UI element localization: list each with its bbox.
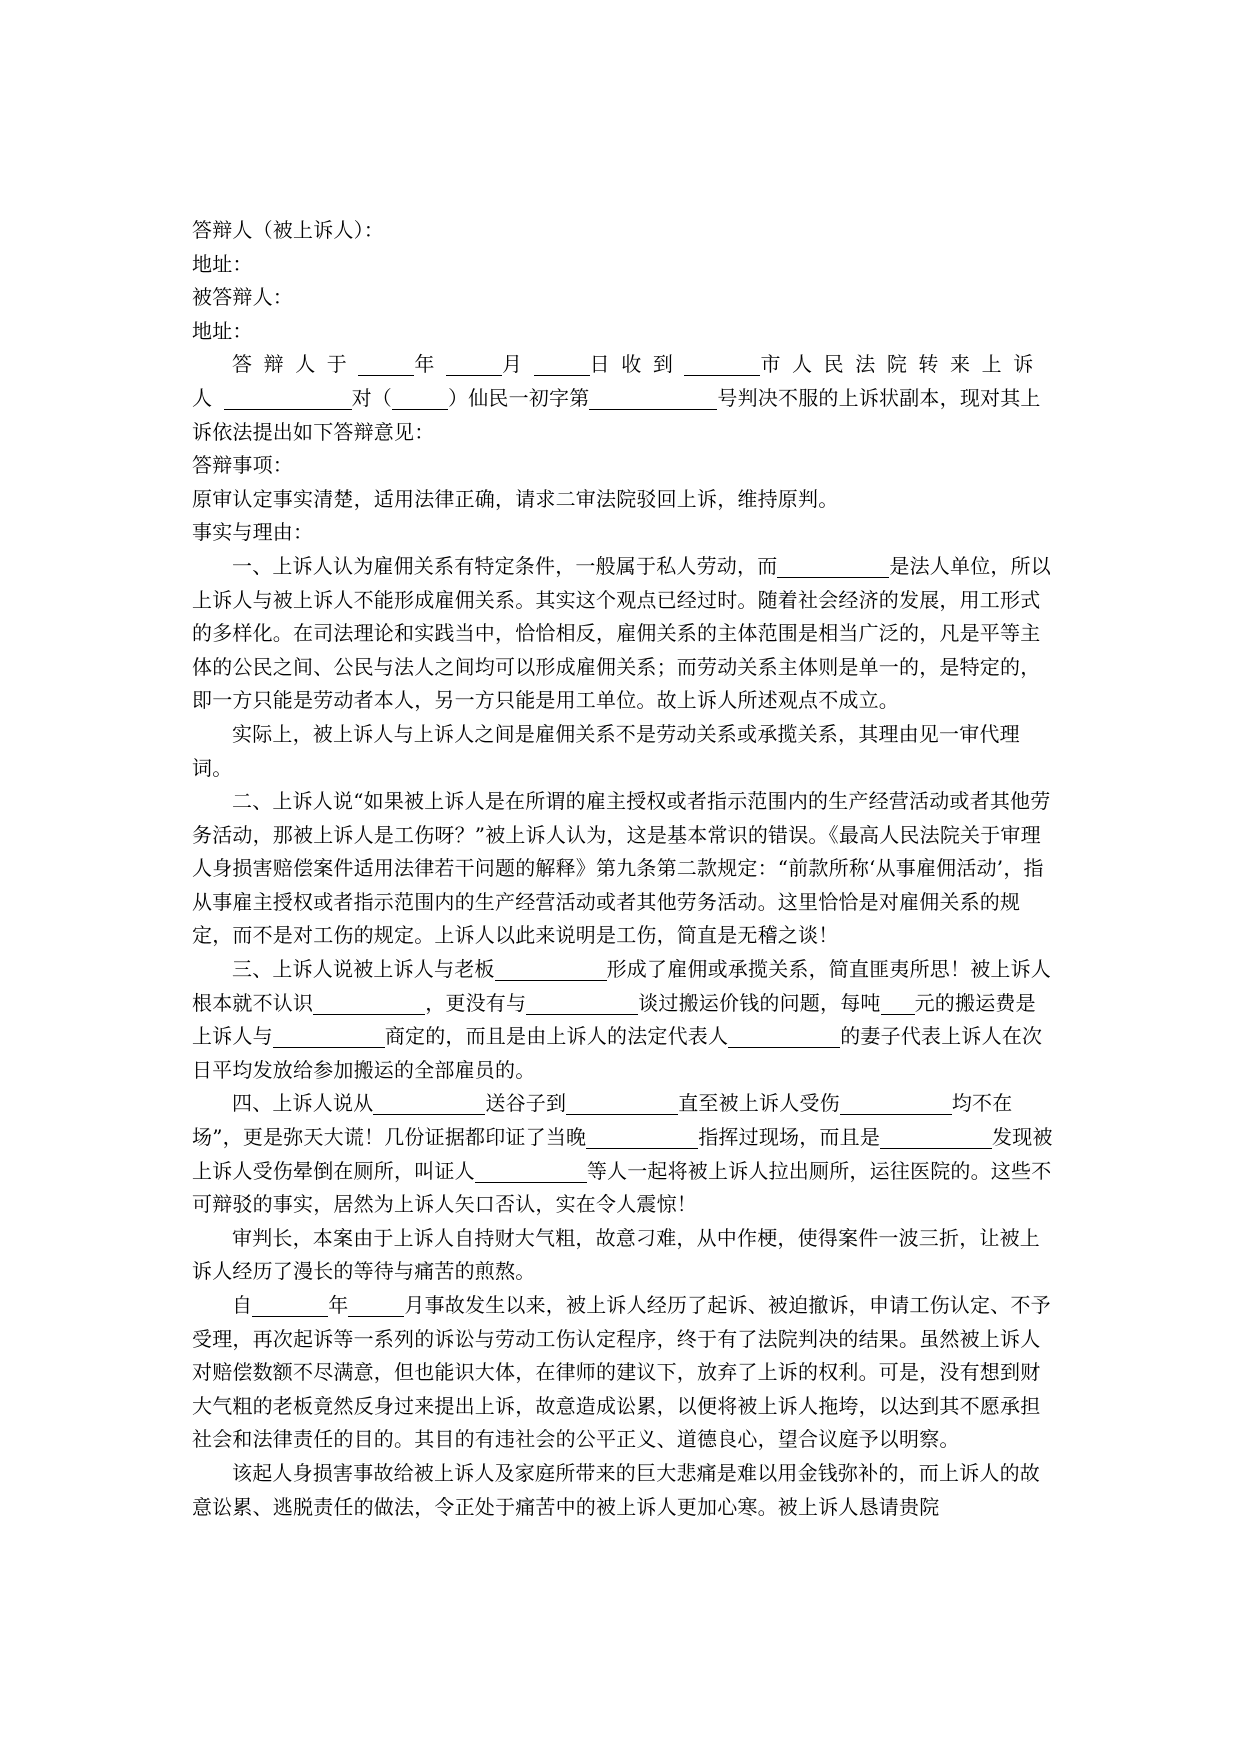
p5-text-g: 等人一起将被上诉人拉出厕所，运往医院的。这些不可辩驳的事实，居然为上诉人矢口否认，实在令人震惊！: [192, 1158, 1052, 1217]
appellee-label: 被答辩人：: [192, 285, 293, 310]
p5-text-d: 均不在场”，更是弥天大谎！几份证据都印证了当晚: [192, 1091, 1013, 1150]
p7-text-c: 月事故发生以来，被上诉人经历了起诉、被迫撤诉，申请工伤认定、不予受理，再次起诉等一系列的诉讼与劳动工伤认定程序，终于有了法院判决的结果。虽然被上诉人对赔偿数额不尽满意，但也能识大体，在律师的建议下，放弃了上诉的权利。可是，没有想到财大气粗的老板竟然反身过来提出上诉，故意造成讼累，以便将被上诉人拖垮，以达到其不愿承担社会和法律责任的目的。其目的有违社会的公平正义、道德良心，望合议庭予以明察。: [192, 1293, 1051, 1452]
intro-case-prefix: ）仙民一初字第: [448, 385, 590, 410]
p4-text-b: 形成了雇佣或承揽关系，简直匪夷所思！被上诉人根本就不认识: [192, 957, 1052, 1015]
blank-p7-month: [348, 1295, 404, 1317]
p1-text-a: 一、上诉人认为雇佣关系有特定条件，一般属于私人劳动，而: [232, 553, 778, 578]
intro-text-2: 号判决不服的上诉状副本，现对其上诉依法提出如下答辩意见：: [192, 385, 1041, 444]
p4-text-d: 谈过搬运价钱的问题，每吨: [638, 990, 881, 1015]
blank-p5-to: [566, 1093, 678, 1115]
matters-title: 答辩事项：: [192, 453, 293, 478]
p1-text-b: 是法人单位，所以上诉人与被上诉人不能形成雇佣关系。其实这个观点已经过时。随着社会经济的发展，用工形式的多样化。在司法理论和实践当中，恰恰相反，雇佣关系的主体范围是相当广泛的，凡是平等主体的公民之间、公民与法人之间均可以形成雇佣关系；而劳动关系主体则是单一的，是特定的，即一方只能是劳动者本人，另一方只能是用工单位。故上诉人所述观点不成立。: [192, 553, 1052, 713]
blank-p4-legal-rep: [728, 1026, 840, 1048]
reasons-title: 事实与理由：: [192, 520, 314, 545]
respondent-label: 答辩人（被上诉人）：: [192, 218, 384, 242]
intro-month: 月: [502, 352, 534, 377]
paragraph-actual: 实际上，被上诉人与上诉人之间是雇佣关系不是劳动关系或承揽关系，其理由见一审代理词。: [192, 721, 1020, 780]
paragraph-since-accident: [192, 1289, 1054, 1457]
matters-text: 原审认定事实清楚，适用法律正确，请求二审法院驳回上诉，维持原判。: [192, 486, 839, 511]
blank-p5-person-2: [586, 1127, 698, 1149]
intro-year: 年: [414, 352, 447, 377]
blank-case-year: [392, 388, 448, 410]
blank-day: [534, 354, 590, 376]
p4-text-e: 元的搬运费是上诉人与: [192, 990, 1036, 1049]
paragraph-point-one: [192, 550, 1054, 718]
blank-city: [684, 354, 760, 376]
p5-text-e: 指挥过现场，而且是: [698, 1125, 881, 1150]
blank-p4-boss: [495, 959, 607, 981]
paragraph-point-two: 二、上诉人说“如果被上诉人是在所谓的雇主授权或者指示范围内的生产经营活动或者其他劳务活动，那被上诉人是工伤呀？”被上诉人认为，这是基本常识的错误。《最高人民法院关于审理人身损害赔偿案件适用法律若干问题的解释》第九条第二款规定：“前款所称‘从事雇佣活动’，指从事雇主授权或者指示范围内的生产经营活动或者其他劳务活动。这里恰恰是对雇佣关系的规定，而不是对工伤的规定。上诉人以此来说明是工伤，简直是无稽之谈！: [192, 789, 1051, 948]
p5-text-c: 直至被上诉人受伤: [678, 1091, 840, 1116]
paragraph-closing: 该起人身损害事故给被上诉人及家庭所带来的巨大悲痛是难以用金钱弥补的，而上诉人的故意讼累、逃脱责任的做法，令正处于痛苦中的被上诉人更加心寒。被上诉人恳请贵院: [192, 1460, 1040, 1519]
appellee-address-label: 地址：: [192, 318, 253, 343]
paragraph-judge: 审判长，本案由于上诉人自持财大气粗，故意刁难，从中作梗，使得案件一波三折，让被上诉人经历了漫长的等待与痛苦的煎熬。: [192, 1225, 1040, 1284]
p4-text-g: 的妻子代表上诉人在次日平均发放给参加搬运的全部雇员的。: [192, 1024, 1043, 1082]
blank-p4-person-1: [313, 993, 425, 1015]
blank-p1-entity: [777, 556, 889, 578]
blank-appellant: [224, 388, 352, 410]
blank-p4-price: [881, 993, 915, 1015]
blank-case-number: [589, 388, 717, 410]
blank-p5-person-3: [880, 1127, 992, 1149]
intro-paragraph: [192, 348, 1054, 449]
respondent-address-label: 地址：: [192, 251, 253, 276]
p5-text-b: 送谷子到: [485, 1091, 567, 1116]
p5-text-f: 发现被上诉人受伤晕倒在厕所，叫证人: [192, 1125, 1053, 1183]
blank-p7-year: [252, 1295, 328, 1317]
p4-text-f: 商定的，而且是由上诉人的法定代表人: [384, 1024, 729, 1049]
p7-text-a: 自: [232, 1293, 253, 1317]
blank-p5-witness: [475, 1161, 587, 1183]
p4-text-c: ，更没有与: [425, 990, 527, 1015]
blank-p5-from: [373, 1093, 485, 1115]
blank-month: [446, 354, 502, 376]
paragraph-point-three: [192, 953, 1054, 1087]
intro-court: 市人民法院转来上诉人: [192, 352, 1045, 410]
blank-p4-person-3: [273, 1026, 385, 1048]
blank-year: [358, 354, 414, 376]
document-body: [192, 214, 1054, 1524]
p5-text-a: 四、上诉人说从: [232, 1091, 374, 1116]
intro-text-1: 答辩人于: [232, 352, 359, 377]
intro-day-received: 日收到: [589, 352, 685, 377]
blank-p4-person-2: [526, 993, 638, 1015]
intro-against: 对（: [351, 385, 393, 410]
p7-text-b: 年: [328, 1293, 349, 1317]
paragraph-point-four: [192, 1087, 1054, 1221]
blank-p5-person-1: [840, 1093, 952, 1115]
p4-text-a: 三、上诉人说被上诉人与老板: [232, 957, 495, 982]
